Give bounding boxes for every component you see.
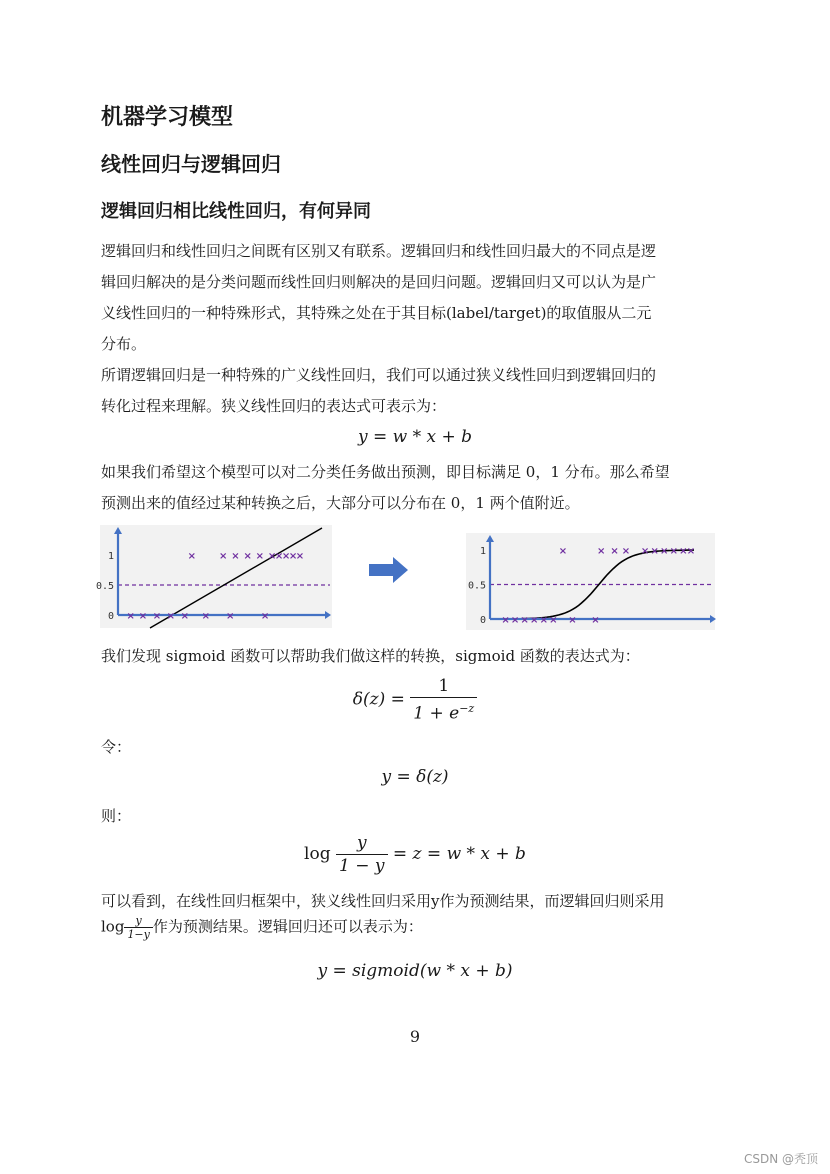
data-point: × (686, 546, 696, 557)
inline-rest: 作为预测结果。逻辑回归还可以表示为： (152, 917, 423, 936)
data-point: × (274, 551, 284, 562)
text-line: 逻辑回归和线性回归之间既有区别又有联系。逻辑回归和线性回归最大的不同点是逻 (101, 242, 657, 260)
data-point: × (539, 615, 548, 626)
eq-denominator (410, 698, 477, 725)
heading-linear-logistic: 线性回归与逻辑回归 (101, 152, 281, 176)
data-point: × (226, 611, 235, 622)
data-point: × (510, 615, 520, 626)
inline-log: log (101, 917, 125, 936)
paragraph-intro (101, 236, 729, 360)
chart-sigmoid-fit (466, 533, 715, 630)
data-point: × (596, 546, 606, 557)
eq-denominator: 1 − y (339, 856, 385, 876)
data-point: × (520, 615, 529, 626)
inline-fraction (124, 914, 152, 941)
watermark: CSDN @秃顶 (743, 1152, 818, 1166)
data-point: × (621, 546, 631, 557)
y-tick-0.5: 0.5 (467, 580, 486, 592)
data-point: × (660, 546, 669, 557)
data-point: × (243, 551, 252, 562)
chart-linear-fit (95, 525, 332, 628)
data-point: × (501, 615, 510, 626)
data-point: × (295, 551, 305, 562)
data-point: × (288, 551, 298, 562)
text-line: 辑回归解决的是分类问题而线性回归则解决的是回归问题。逻辑回归又可以认为是广 (101, 273, 657, 291)
paragraph-binary (101, 457, 729, 519)
heading-ml-models: 机器学习模型 (101, 105, 234, 130)
y-tick-0.5: 0.5 (95, 581, 114, 592)
equation-y-delta: y = δ(z) (381, 767, 449, 787)
equation-linear: y = w * x + b (357, 427, 473, 447)
data-point: × (679, 546, 688, 557)
page-number: 9 (409, 1027, 421, 1046)
data-point: × (126, 611, 135, 622)
equation-sigmoid-linear: y = sigmoid(w * x + b) (317, 961, 513, 981)
eq-fraction (410, 675, 477, 725)
data-point: × (152, 611, 162, 622)
data-point: × (166, 611, 176, 622)
eq-fraction (336, 832, 387, 877)
y-tick-0: 0 (479, 615, 486, 626)
text-line: 义线性回归的一种特殊形式，其特殊之处在于其目标(label/target)的取值服从二元 (101, 304, 652, 322)
data-point: × (187, 551, 196, 562)
label-ling: 令： (101, 738, 132, 756)
eq-log: log (304, 844, 331, 864)
eq-numerator: 1 (410, 675, 477, 698)
data-point: × (267, 551, 277, 562)
data-point: × (558, 546, 568, 557)
text-line: 所谓逻辑回归是一种特殊的广义线性回归，我们可以通过狭义线性回归到逻辑回归的 (101, 366, 657, 384)
data-point: × (530, 615, 539, 626)
data-point: × (549, 615, 558, 626)
inline-numerator: y (124, 914, 152, 928)
eq-den-base: 1 + e (413, 703, 460, 724)
arrow-right-icon (369, 557, 409, 583)
eq-exponent: −z (459, 702, 475, 715)
y-tick-1: 1 (107, 551, 114, 562)
label-ze: 则： (101, 807, 132, 825)
heading-differences: 逻辑回归相比线性回归，有何异同 (101, 201, 371, 222)
inline-denominator: 1−y (127, 928, 150, 941)
paragraph-sigmoid-intro: 我们发现 sigmoid 函数可以帮助我们做这样的转换，sigmoid 函数的表达式为： (101, 647, 640, 665)
data-point: × (640, 546, 650, 557)
data-point: × (650, 546, 659, 557)
eq-numerator: y (336, 832, 387, 855)
paragraph-generalized (101, 360, 729, 422)
eq-lhs: δ(z) = (352, 689, 405, 710)
data-point: × (591, 615, 600, 626)
equation-logit (101, 832, 729, 877)
data-point: × (180, 611, 190, 622)
data-point: × (201, 611, 210, 622)
data-point: × (219, 551, 228, 562)
text-line: 如果我们希望这个模型可以对二分类任务做出预测，即目标满足 0，1 分布。那么希望 (101, 463, 670, 481)
data-point: × (255, 551, 265, 562)
text-line: 预测出来的值经过某种转换之后，大部分可以分布在 0，1 两个值附近。 (101, 494, 580, 512)
data-point: × (231, 551, 240, 562)
data-point: × (260, 611, 270, 622)
data-point: × (669, 546, 678, 557)
data-point: × (138, 611, 148, 622)
paragraph-framework-cont (101, 914, 423, 941)
equation-sigmoid (101, 675, 729, 725)
data-point: × (610, 546, 619, 557)
data-point: × (281, 551, 291, 562)
text-line: 分布。 (101, 335, 147, 353)
data-point: × (568, 615, 577, 626)
paragraph-framework: 可以看到，在线性回归框架中，狭义线性回归采用y作为预测结果，而逻辑回归则采用 (101, 892, 665, 910)
eq-rhs: = z = w * x + b (392, 844, 526, 864)
text-line: 转化过程来理解。狭义线性回归的表达式可表示为： (101, 397, 447, 415)
y-tick-0: 0 (107, 611, 114, 622)
y-tick-1: 1 (479, 546, 486, 557)
